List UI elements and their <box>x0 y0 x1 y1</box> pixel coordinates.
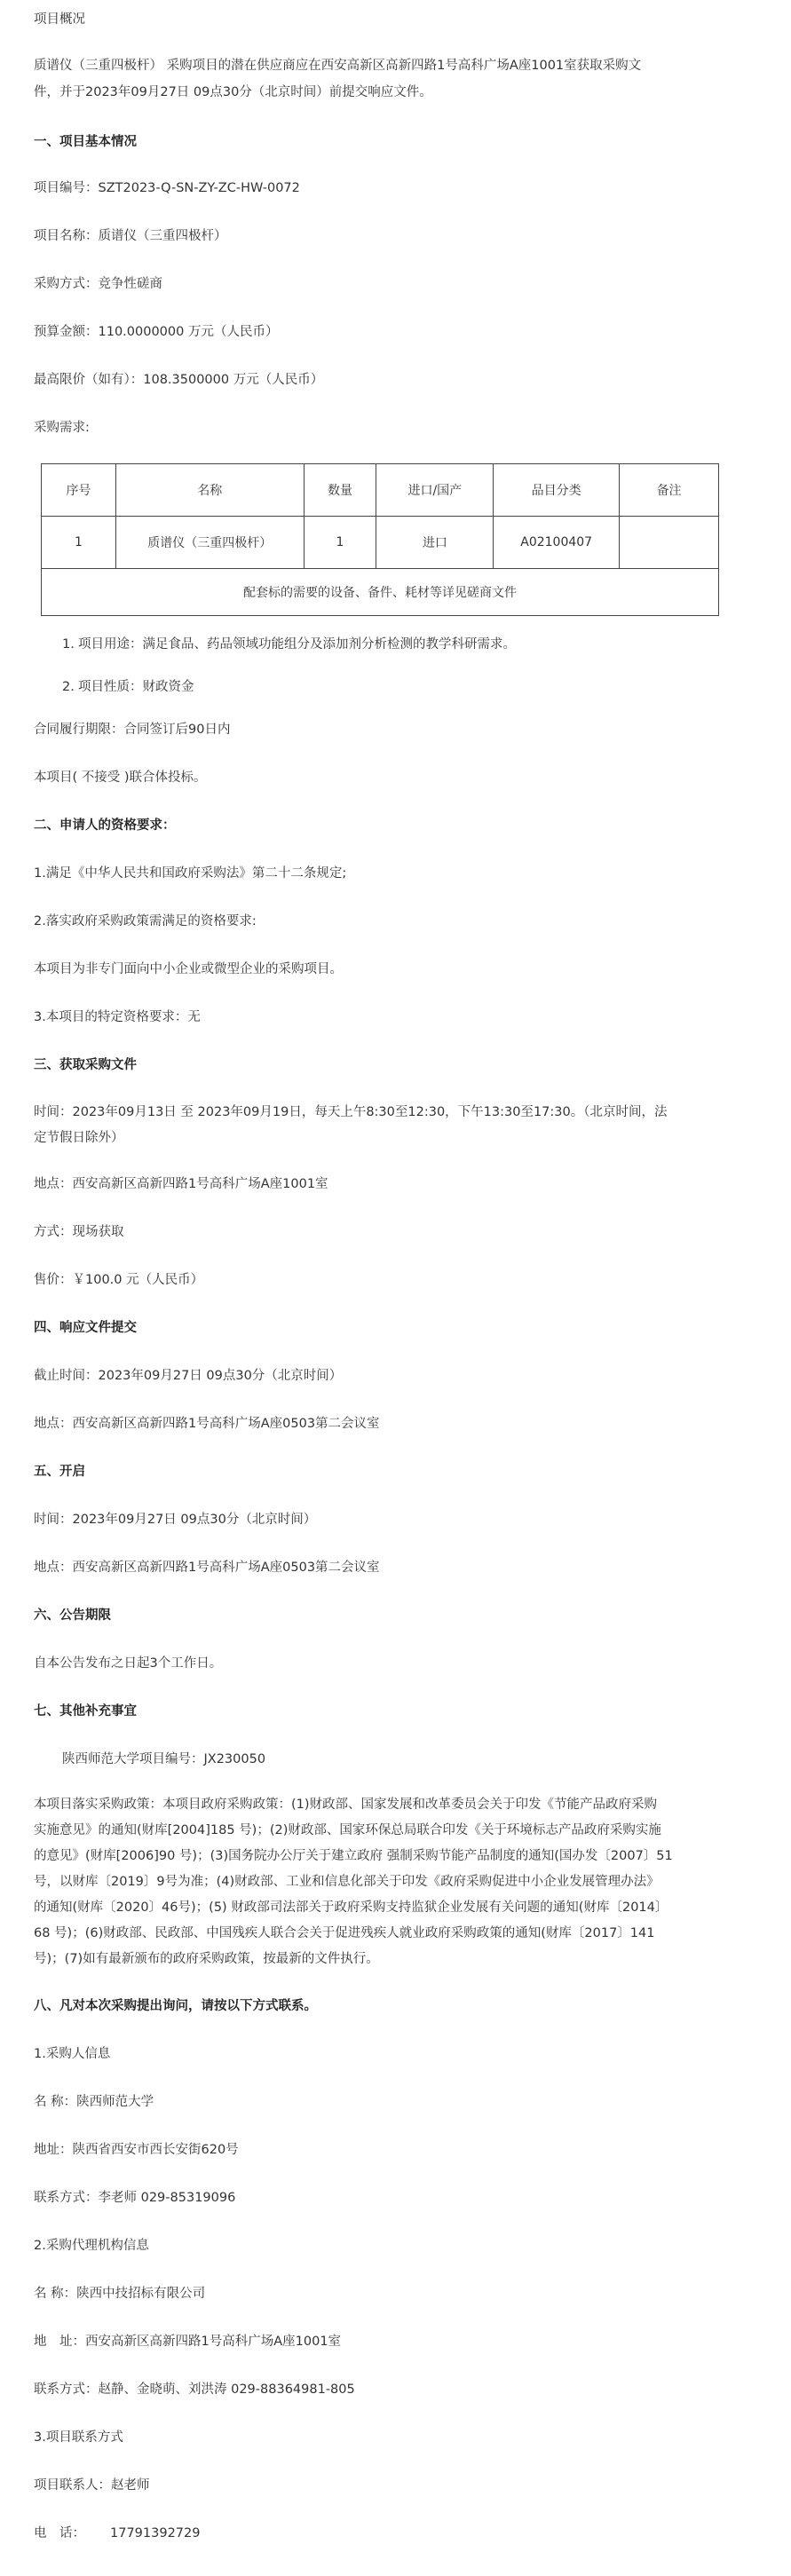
policy-line: 本项目落实采购政策：本项目政府采购政策：(1)财政部、国家发展和改革委员会关于印发《节能产品政府采购 <box>34 1798 658 1812</box>
section-3-title: 三、获取采购文件 <box>34 1058 137 1072</box>
budget-amount: 预算金额：110.0000000 万元（人民币） <box>34 325 279 339</box>
document-price: 售价：￥100.0 元（人民币） <box>34 1273 204 1287</box>
table-row <box>42 517 719 569</box>
requirements-table <box>41 463 719 616</box>
project-name: 项目名称：质谱仪（三重四极杆） <box>34 229 227 243</box>
project-phone <box>34 2525 200 2542</box>
policy-line: 号，以财库〔2019〕9号为准；(4)财政部、工业和信息化部关于印发《政府采购促进中小企业发展管理办法》 <box>34 1875 660 1889</box>
purchaser-address: 地址：陕西省西安市西长安街620号 <box>34 2143 239 2157</box>
submission-place: 地点：西安高新区高新四路1号高科广场A座0503第二会议室 <box>34 1417 380 1431</box>
table-header-cell: 序号 <box>42 464 116 517</box>
table-note-cell: 配套标的需要的设备、备件、耗材等详见磋商文件 <box>42 569 719 616</box>
qualification-3: 3.本项目的特定资格要求：无 <box>34 1010 201 1024</box>
policy-line: 68 号)；(6)财政部、民政部、中国残疾人联合会关于促进残疾人就业政府采购政策的通知(财库〔2017〕141 <box>34 1926 655 1940</box>
contract-period: 合同履行期限：合同签订后90日内 <box>34 723 231 737</box>
policy-line: 的通知(财库〔2020〕46号)；(5) 财政部司法部关于政府采购支持监狱企业发展有关问题的通知(财库〔2014〕 <box>34 1900 668 1915</box>
qualification-2-text: 本项目为非专门面向中小企业或微型企业的采购项目。 <box>34 962 343 976</box>
agency-name: 名 称：陕西中技招标有限公司 <box>34 2287 206 2301</box>
section-4-title: 四、响应文件提交 <box>34 1321 137 1335</box>
table-header-cell: 数量 <box>304 464 376 517</box>
qualification-1: 1.满足《中华人民共和国政府采购法》第二十二条规定; <box>34 866 347 881</box>
max-price: 最高限价（如有）：108.3500000 万元（人民币） <box>34 373 324 387</box>
qualification-2: 2.落实政府采购政策需满足的资格要求: <box>34 914 257 928</box>
internal-project-number: 陕西师范大学项目编号：JX230050 <box>62 1752 266 1766</box>
section-1-title: 一、项目基本情况 <box>34 135 137 149</box>
table-header-cell: 品目分类 <box>494 464 620 517</box>
obtain-time-line-1: 时间：2023年09月13日 至 2023年09月19日，每天上午8:30至12:30，下午13:30至17:30。（北京时间，法 <box>34 1105 668 1119</box>
project-contact-person: 项目联系人：赵老师 <box>34 2478 150 2493</box>
list-item-number: 2. <box>62 680 75 694</box>
policy-line: 的意见》(财库[2006]90 号)；(3)国务院办公厅关于建立政府 强制采购节能产品制度的通知(国办发〔2007〕51 <box>34 1849 673 1863</box>
policy-line: 实施意见》的通知(财库[2004]185 号)；(2)财政部、国家环保总局联合印发《关于环境标志产品政府采购实施 <box>34 1823 661 1837</box>
opening-time: 时间：2023年09月27日 09点30分（北京时间） <box>34 1513 317 1527</box>
obtain-time-line-2: 定节假日除外） <box>34 1131 124 1145</box>
list-item <box>62 634 516 652</box>
purchaser-contact: 联系方式：李老师 029-85319096 <box>34 2191 236 2205</box>
demand-label: 采购需求: <box>34 421 90 435</box>
obtain-place: 地点：西安高新区高新四路1号高科广场A座1001室 <box>34 1177 328 1191</box>
agency-contact: 联系方式：赵静、金晓萌、刘洪涛 029-88364981-805 <box>34 2382 355 2397</box>
list-item-text: 项目用途：满足食品、药品领域功能组分及添加剂分析检测的教学科研需求。 <box>78 637 516 652</box>
list-item-text: 项目性质：财政资金 <box>78 680 194 694</box>
table-header-cell: 进口/国产 <box>376 464 494 517</box>
section-8-title: 八、凡对本次采购提出询问，请按以下方式联系。 <box>34 1999 317 2013</box>
submission-deadline: 截止时间：2023年09月27日 09点30分（北京时间） <box>34 1369 343 1383</box>
overview-text-line-2: 件，并于2023年09月27日 09点30分（北京时间）前提交响应文件。 <box>34 85 432 99</box>
overview-title: 项目概况 <box>34 12 85 27</box>
project-number: 项目编号：SZT2023-Q-SN-ZY-ZC-HW-0072 <box>34 181 300 195</box>
table-header-row <box>42 464 719 517</box>
procurement-method: 采购方式：竞争性磋商 <box>34 277 162 291</box>
table-cell: 进口 <box>376 517 494 569</box>
table-cell: 1 <box>304 517 376 569</box>
project-contact-title: 3.项目联系方式 <box>34 2430 123 2445</box>
table-cell: 质谱仪（三重四极杆） <box>115 517 304 569</box>
purchaser-info-title: 1.采购人信息 <box>34 2047 111 2061</box>
announcement-period: 自本公告发布之日起3个工作日。 <box>34 1656 223 1671</box>
agency-address: 地 址：西安高新区高新四路1号高科广场A座1001室 <box>34 2335 342 2349</box>
table-cell: 1 <box>42 517 116 569</box>
section-6-title: 六、公告期限 <box>34 1608 111 1623</box>
consortium-note: 本项目( 不接受 )联合体投标。 <box>34 770 207 785</box>
list-item <box>62 676 194 695</box>
section-2-title: 二、申请人的资格要求： <box>34 818 176 833</box>
table-note-row <box>42 569 719 616</box>
table-cell: A02100407 <box>494 517 620 569</box>
table-header-cell: 名称 <box>115 464 304 517</box>
policy-line: 号)；(7)如有最新颁布的政府采购政策，按最新的文件执行。 <box>34 1952 379 1966</box>
agency-info-title: 2.采购代理机构信息 <box>34 2239 149 2253</box>
phone-label: 电 话： <box>34 2526 85 2540</box>
table-cell <box>620 517 719 569</box>
obtain-way: 方式：现场获取 <box>34 1225 124 1239</box>
purchaser-name: 名 称：陕西师范大学 <box>34 2095 154 2109</box>
list-item-number: 1. <box>62 637 75 652</box>
section-5-title: 五、开启 <box>34 1465 85 1479</box>
overview-text-line-1: 质谱仪（三重四极杆） 采购项目的潜在供应商应在西安高新区高新四路1号高科广场A座1001室获取采购文 <box>34 59 642 73</box>
section-7-title: 七、其他补充事宜 <box>34 1704 137 1719</box>
table-header-cell: 备注 <box>620 464 719 517</box>
phone-number: 17791392729 <box>110 2526 201 2540</box>
opening-place: 地点：西安高新区高新四路1号高科广场A座0503第二会议室 <box>34 1561 380 1575</box>
